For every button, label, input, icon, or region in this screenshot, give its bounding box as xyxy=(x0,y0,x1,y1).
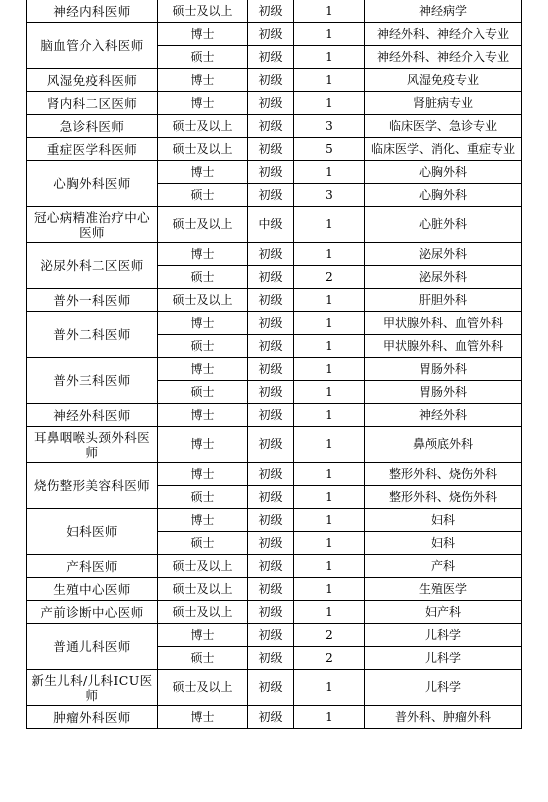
degree-cell: 博士 xyxy=(158,463,248,486)
title-cell: 初级 xyxy=(248,0,294,23)
position-cell: 心胸外科医师 xyxy=(27,161,158,207)
position-cell: 神经内科医师 xyxy=(27,0,158,23)
major-cell: 临床医学、急诊专业 xyxy=(365,115,522,138)
title-cell: 初级 xyxy=(248,69,294,92)
table-row xyxy=(27,463,522,486)
title-cell: 初级 xyxy=(248,312,294,335)
major-cell: 泌尿外科 xyxy=(365,266,522,289)
count-cell: 1 xyxy=(294,161,365,184)
title-cell: 初级 xyxy=(248,706,294,729)
degree-cell: 硕士 xyxy=(158,647,248,670)
position-cell: 新生儿科/儿科ICU医师 xyxy=(27,670,158,706)
title-cell: 初级 xyxy=(248,289,294,312)
table-row xyxy=(27,404,522,427)
table-row xyxy=(27,115,522,138)
count-cell: 5 xyxy=(294,138,365,161)
degree-cell: 硕士及以上 xyxy=(158,578,248,601)
position-cell: 烧伤整形美容科医师 xyxy=(27,463,158,509)
major-cell: 神经外科、神经介入专业 xyxy=(365,46,522,69)
major-cell: 风湿免疫专业 xyxy=(365,69,522,92)
degree-cell: 博士 xyxy=(158,23,248,46)
major-cell: 神经外科 xyxy=(365,404,522,427)
degree-cell: 硕士 xyxy=(158,381,248,404)
major-cell: 神经病学 xyxy=(365,0,522,23)
title-cell: 初级 xyxy=(248,92,294,115)
degree-cell: 博士 xyxy=(158,92,248,115)
degree-cell: 硕士及以上 xyxy=(158,555,248,578)
position-cell: 生殖中心医师 xyxy=(27,578,158,601)
title-cell: 初级 xyxy=(248,486,294,509)
degree-cell: 硕士 xyxy=(158,46,248,69)
degree-cell: 博士 xyxy=(158,706,248,729)
count-cell: 1 xyxy=(294,706,365,729)
degree-cell: 博士 xyxy=(158,312,248,335)
count-cell: 3 xyxy=(294,184,365,207)
table-row xyxy=(27,23,522,46)
count-cell: 1 xyxy=(294,0,365,23)
count-cell: 2 xyxy=(294,647,365,670)
major-cell: 胃肠外科 xyxy=(365,381,522,404)
count-cell: 1 xyxy=(294,46,365,69)
table-row xyxy=(27,358,522,381)
degree-cell: 硕士 xyxy=(158,486,248,509)
table-row xyxy=(27,706,522,729)
count-cell: 1 xyxy=(294,555,365,578)
count-cell: 1 xyxy=(294,312,365,335)
position-cell: 普外二科医师 xyxy=(27,312,158,358)
table-row xyxy=(27,207,522,243)
major-cell: 心胸外科 xyxy=(365,161,522,184)
degree-cell: 硕士及以上 xyxy=(158,670,248,706)
title-cell: 初级 xyxy=(248,427,294,463)
table-row xyxy=(27,138,522,161)
degree-cell: 硕士 xyxy=(158,266,248,289)
title-cell: 初级 xyxy=(248,243,294,266)
count-cell: 1 xyxy=(294,243,365,266)
count-cell: 1 xyxy=(294,463,365,486)
table-row xyxy=(27,243,522,266)
table-body xyxy=(27,0,522,729)
title-cell: 初级 xyxy=(248,463,294,486)
count-cell: 1 xyxy=(294,92,365,115)
title-cell: 初级 xyxy=(248,115,294,138)
major-cell: 妇科 xyxy=(365,532,522,555)
degree-cell: 硕士 xyxy=(158,532,248,555)
degree-cell: 硕士及以上 xyxy=(158,138,248,161)
table-row xyxy=(27,0,522,23)
table-row xyxy=(27,312,522,335)
degree-cell: 博士 xyxy=(158,427,248,463)
major-cell: 肝胆外科 xyxy=(365,289,522,312)
count-cell: 2 xyxy=(294,624,365,647)
position-cell: 耳鼻咽喉头颈外科医师 xyxy=(27,427,158,463)
title-cell: 初级 xyxy=(248,161,294,184)
major-cell: 临床医学、消化、重症专业 xyxy=(365,138,522,161)
degree-cell: 博士 xyxy=(158,69,248,92)
title-cell: 初级 xyxy=(248,46,294,69)
title-cell: 初级 xyxy=(248,335,294,358)
count-cell: 1 xyxy=(294,404,365,427)
count-cell: 1 xyxy=(294,358,365,381)
degree-cell: 硕士 xyxy=(158,335,248,358)
position-cell: 普外一科医师 xyxy=(27,289,158,312)
count-cell: 1 xyxy=(294,427,365,463)
major-cell: 儿科学 xyxy=(365,647,522,670)
count-cell: 1 xyxy=(294,207,365,243)
position-cell: 肾内科二区医师 xyxy=(27,92,158,115)
position-cell: 肿瘤外科医师 xyxy=(27,706,158,729)
position-cell: 产前诊断中心医师 xyxy=(27,601,158,624)
degree-cell: 硕士及以上 xyxy=(158,0,248,23)
count-cell: 1 xyxy=(294,23,365,46)
major-cell: 整形外科、烧伤外科 xyxy=(365,486,522,509)
title-cell: 初级 xyxy=(248,624,294,647)
position-cell: 产科医师 xyxy=(27,555,158,578)
major-cell: 泌尿外科 xyxy=(365,243,522,266)
major-cell: 整形外科、烧伤外科 xyxy=(365,463,522,486)
table-row xyxy=(27,92,522,115)
count-cell: 2 xyxy=(294,266,365,289)
table-row xyxy=(27,555,522,578)
table-row xyxy=(27,69,522,92)
title-cell: 初级 xyxy=(248,601,294,624)
title-cell: 初级 xyxy=(248,578,294,601)
count-cell: 1 xyxy=(294,670,365,706)
major-cell: 儿科学 xyxy=(365,624,522,647)
title-cell: 初级 xyxy=(248,266,294,289)
degree-cell: 博士 xyxy=(158,509,248,532)
major-cell: 妇科 xyxy=(365,509,522,532)
degree-cell: 博士 xyxy=(158,404,248,427)
position-cell: 普通儿科医师 xyxy=(27,624,158,670)
major-cell: 胃肠外科 xyxy=(365,358,522,381)
count-cell: 1 xyxy=(294,578,365,601)
major-cell: 甲状腺外科、血管外科 xyxy=(365,312,522,335)
title-cell: 初级 xyxy=(248,670,294,706)
title-cell: 初级 xyxy=(248,184,294,207)
degree-cell: 硕士及以上 xyxy=(158,207,248,243)
position-cell: 妇科医师 xyxy=(27,509,158,555)
title-cell: 中级 xyxy=(248,207,294,243)
count-cell: 1 xyxy=(294,532,365,555)
position-cell: 神经外科医师 xyxy=(27,404,158,427)
major-cell: 产科 xyxy=(365,555,522,578)
position-cell: 重症医学科医师 xyxy=(27,138,158,161)
degree-cell: 博士 xyxy=(158,243,248,266)
table-row xyxy=(27,601,522,624)
count-cell: 1 xyxy=(294,486,365,509)
title-cell: 初级 xyxy=(248,404,294,427)
degree-cell: 硕士及以上 xyxy=(158,115,248,138)
degree-cell: 硕士及以上 xyxy=(158,289,248,312)
title-cell: 初级 xyxy=(248,358,294,381)
degree-cell: 博士 xyxy=(158,358,248,381)
degree-cell: 硕士及以上 xyxy=(158,601,248,624)
count-cell: 1 xyxy=(294,289,365,312)
title-cell: 初级 xyxy=(248,23,294,46)
major-cell: 肾脏病专业 xyxy=(365,92,522,115)
title-cell: 初级 xyxy=(248,138,294,161)
position-cell: 急诊科医师 xyxy=(27,115,158,138)
count-cell: 3 xyxy=(294,115,365,138)
table-row xyxy=(27,427,522,463)
position-cell: 风湿免疫科医师 xyxy=(27,69,158,92)
table-row xyxy=(27,578,522,601)
table-row xyxy=(27,509,522,532)
table-row xyxy=(27,670,522,706)
position-cell: 普外三科医师 xyxy=(27,358,158,404)
major-cell: 鼻颅底外科 xyxy=(365,427,522,463)
recruitment-table xyxy=(26,0,522,729)
major-cell: 生殖医学 xyxy=(365,578,522,601)
degree-cell: 博士 xyxy=(158,161,248,184)
count-cell: 1 xyxy=(294,381,365,404)
table-row xyxy=(27,624,522,647)
degree-cell: 硕士 xyxy=(158,184,248,207)
major-cell: 心脏外科 xyxy=(365,207,522,243)
major-cell: 妇产科 xyxy=(365,601,522,624)
count-cell: 1 xyxy=(294,509,365,532)
degree-cell: 博士 xyxy=(158,624,248,647)
major-cell: 儿科学 xyxy=(365,670,522,706)
title-cell: 初级 xyxy=(248,555,294,578)
major-cell: 普外科、肿瘤外科 xyxy=(365,706,522,729)
major-cell: 神经外科、神经介入专业 xyxy=(365,23,522,46)
count-cell: 1 xyxy=(294,601,365,624)
title-cell: 初级 xyxy=(248,381,294,404)
count-cell: 1 xyxy=(294,335,365,358)
title-cell: 初级 xyxy=(248,532,294,555)
major-cell: 甲状腺外科、血管外科 xyxy=(365,335,522,358)
major-cell: 心胸外科 xyxy=(365,184,522,207)
title-cell: 初级 xyxy=(248,647,294,670)
table-row xyxy=(27,161,522,184)
title-cell: 初级 xyxy=(248,509,294,532)
count-cell: 1 xyxy=(294,69,365,92)
position-cell: 冠心病精准治疗中心医师 xyxy=(27,207,158,243)
table-row xyxy=(27,289,522,312)
position-cell: 泌尿外科二区医师 xyxy=(27,243,158,289)
position-cell: 脑血管介入科医师 xyxy=(27,23,158,69)
